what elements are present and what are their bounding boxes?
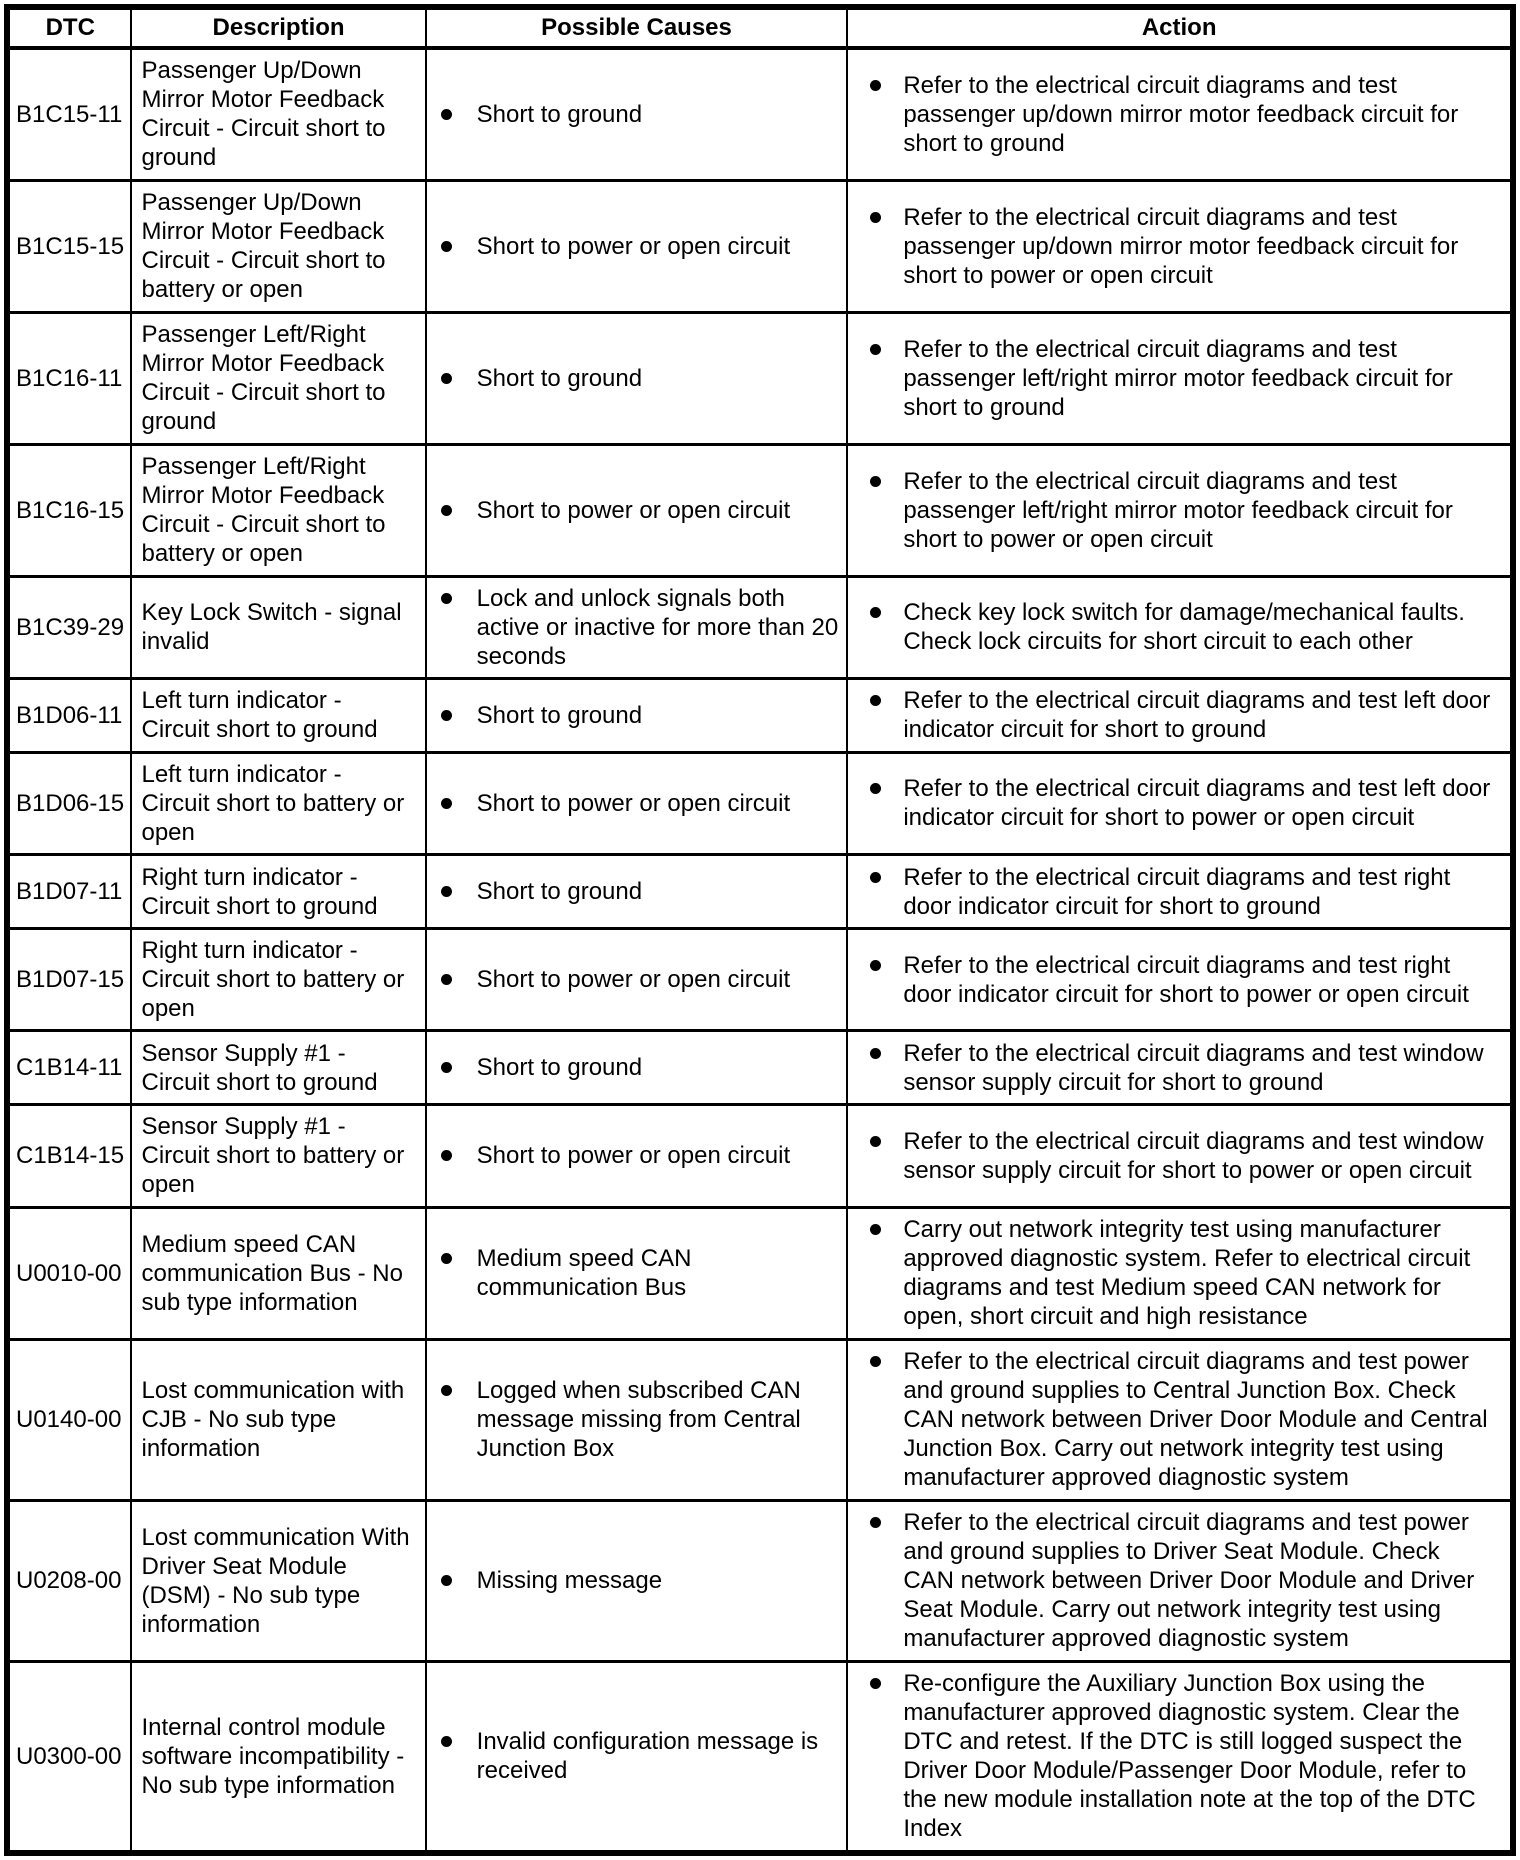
bullet-icon <box>870 783 881 794</box>
cause-text: Lock and unlock signals both active or inactive for more than 20 seconds <box>476 584 839 670</box>
possible-causes-cell <box>426 679 848 752</box>
action-item <box>870 1669 1496 1843</box>
action-cell <box>847 1339 1513 1500</box>
table-row <box>7 180 1513 312</box>
bullet-icon <box>870 212 881 223</box>
bullet-icon <box>441 1150 452 1161</box>
column-header-dtc: DTC <box>7 7 131 48</box>
dtc-table <box>4 4 1516 1856</box>
bullet-icon <box>870 960 881 971</box>
action-item <box>870 951 1496 1009</box>
possible-causes-cell <box>426 444 848 576</box>
table-row <box>7 576 1513 679</box>
action-text: Re-configure the Auxiliary Junction Box using the manufacturer approved diagnostic system. Clear the DTC and retest. If the DTC is still logged suspect the Driver Door Module/Passenger Door Module, refer to the new module installation note at the top of the DTC Index <box>903 1670 1476 1843</box>
cause-text: Short to power or open circuit <box>476 966 791 994</box>
cause-item <box>441 232 844 261</box>
dtc-code: B1C15-11 <box>7 48 131 180</box>
action-text: Refer to the electrical circuit diagrams and test passenger up/down mirror motor feedback circuit for short to power or open circuit <box>903 203 1459 289</box>
bullet-icon <box>870 80 881 91</box>
action-cell <box>847 928 1513 1031</box>
cause-item <box>441 1566 844 1595</box>
possible-causes-cell <box>426 855 848 928</box>
possible-causes-cell <box>426 1031 848 1104</box>
dtc-code: C1B14-15 <box>7 1104 131 1207</box>
action-item <box>870 1347 1496 1492</box>
action-cell <box>847 180 1513 312</box>
dtc-description: Sensor Supply #1 - Circuit short to ground <box>131 1031 425 1104</box>
cause-item <box>441 1376 844 1463</box>
cause-item <box>441 877 844 906</box>
cause-item <box>441 1727 844 1785</box>
column-header-possible-causes: Possible Causes <box>426 7 848 48</box>
bullet-icon <box>870 1517 881 1528</box>
table-row <box>7 1031 1513 1104</box>
bullet-icon <box>441 109 452 120</box>
action-text: Refer to the electrical circuit diagrams and test window sensor supply circuit for short to power or open circuit <box>903 1127 1484 1184</box>
cause-text: Short to ground <box>476 364 643 392</box>
action-item <box>870 1508 1496 1653</box>
dtc-code: B1C16-15 <box>7 444 131 576</box>
table-row <box>7 855 1513 928</box>
cause-text: Missing message <box>476 1567 663 1595</box>
dtc-table-body <box>7 48 1513 1853</box>
bullet-icon <box>441 798 452 809</box>
possible-causes-cell <box>426 752 848 855</box>
cause-text: Short to power or open circuit <box>476 1142 791 1170</box>
dtc-code: U0300-00 <box>7 1661 131 1853</box>
possible-causes-cell <box>426 1207 848 1339</box>
action-text: Check key lock switch for damage/mechanical faults. Check lock circuits for short circuit to each other <box>903 599 1465 656</box>
action-text: Refer to the electrical circuit diagrams and test passenger left/right mirror motor feedback circuit for short to ground <box>903 335 1453 421</box>
dtc-code: B1C16-11 <box>7 312 131 444</box>
action-text: Refer to the electrical circuit diagrams and test right door indicator circuit for short to power or open circuit <box>903 951 1469 1008</box>
action-cell <box>847 444 1513 576</box>
action-item <box>870 203 1496 290</box>
action-text: Refer to the electrical circuit diagrams and test passenger left/right mirror motor feedback circuit for short to power or open circuit <box>903 467 1453 553</box>
dtc-code: B1D07-15 <box>7 928 131 1031</box>
table-header-row <box>7 7 1513 48</box>
dtc-code: U0010-00 <box>7 1207 131 1339</box>
table-row <box>7 312 1513 444</box>
possible-causes-cell <box>426 48 848 180</box>
table-row <box>7 1207 1513 1339</box>
bullet-icon <box>441 373 452 384</box>
dtc-code: C1B14-11 <box>7 1031 131 1104</box>
cause-item <box>441 100 844 129</box>
action-text: Refer to the electrical circuit diagrams and test power and ground supplies to Driver Seat Module. Check CAN network between Driver Door Module and Driver Seat Module. Carry out network integrity test using manufacturer approved diagnostic system <box>903 1509 1475 1653</box>
dtc-description: Key Lock Switch - signal invalid <box>131 576 425 679</box>
cause-item <box>441 789 844 818</box>
bullet-icon <box>870 872 881 883</box>
dtc-description: Passenger Up/Down Mirror Motor Feedback Circuit - Circuit short to ground <box>131 48 425 180</box>
bullet-icon <box>441 1736 452 1747</box>
bullet-icon <box>441 886 452 897</box>
column-header-action: Action <box>847 7 1513 48</box>
cause-text: Short to power or open circuit <box>476 789 791 817</box>
table-row <box>7 752 1513 855</box>
bullet-icon <box>870 476 881 487</box>
action-text: Refer to the electrical circuit diagrams and test power and ground supplies to Central Junction Box. Check CAN network between Driver Door Module and Central Junction Box. Carry out network integrity test using manufacturer approved diagnostic system <box>903 1348 1488 1492</box>
action-cell <box>847 855 1513 928</box>
action-cell <box>847 48 1513 180</box>
bullet-icon <box>870 1678 881 1689</box>
bullet-icon <box>870 695 881 706</box>
possible-causes-cell <box>426 312 848 444</box>
dtc-code: U0208-00 <box>7 1500 131 1661</box>
dtc-code: B1D06-15 <box>7 752 131 855</box>
dtc-code: B1D07-11 <box>7 855 131 928</box>
bullet-icon <box>870 1356 881 1367</box>
bullet-icon <box>441 593 452 604</box>
action-item <box>870 1127 1496 1185</box>
action-cell <box>847 752 1513 855</box>
bullet-icon <box>870 1224 881 1235</box>
dtc-description: Lost communication With Driver Seat Module (DSM) - No sub type information <box>131 1500 425 1661</box>
bullet-icon <box>870 607 881 618</box>
dtc-description: Passenger Left/Right Mirror Motor Feedback Circuit - Circuit short to battery or open <box>131 444 425 576</box>
possible-causes-cell <box>426 180 848 312</box>
dtc-code: B1C15-15 <box>7 180 131 312</box>
dtc-description: Left turn indicator - Circuit short to battery or open <box>131 752 425 855</box>
possible-causes-cell <box>426 928 848 1031</box>
possible-causes-cell <box>426 1661 848 1853</box>
dtc-description: Right turn indicator - Circuit short to battery or open <box>131 928 425 1031</box>
cause-item <box>441 1244 844 1302</box>
possible-causes-cell <box>426 1339 848 1500</box>
action-item <box>870 598 1496 656</box>
action-item <box>870 1039 1496 1097</box>
dtc-code: U0140-00 <box>7 1339 131 1500</box>
dtc-description: Lost communication with CJB - No sub type information <box>131 1339 425 1500</box>
action-cell <box>847 576 1513 679</box>
action-item <box>870 863 1496 921</box>
bullet-icon <box>870 1048 881 1059</box>
action-item <box>870 1215 1496 1331</box>
possible-causes-cell <box>426 1104 848 1207</box>
action-text: Carry out network integrity test using manufacturer approved diagnostic system. Refer to electrical circuit diagrams and test Medium speed CAN network for open, short circuit and high resistance <box>903 1216 1471 1331</box>
bullet-icon <box>441 1062 452 1073</box>
bullet-icon <box>441 1253 452 1264</box>
cause-text: Logged when subscribed CAN message missing from Central Junction Box <box>476 1377 801 1463</box>
dtc-description: Internal control module software incompatibility - No sub type information <box>131 1661 425 1853</box>
cause-item <box>441 364 844 393</box>
action-item <box>870 467 1496 554</box>
action-text: Refer to the electrical circuit diagrams and test right door indicator circuit for short to ground <box>903 863 1451 920</box>
action-cell <box>847 1661 1513 1853</box>
bullet-icon <box>441 505 452 516</box>
bullet-icon <box>870 1136 881 1147</box>
table-row <box>7 679 1513 752</box>
table-row <box>7 1500 1513 1661</box>
bullet-icon <box>870 344 881 355</box>
column-header-description: Description <box>131 7 425 48</box>
dtc-description: Right turn indicator - Circuit short to ground <box>131 855 425 928</box>
action-item <box>870 71 1496 158</box>
action-text: Refer to the electrical circuit diagrams and test window sensor supply circuit for short to ground <box>903 1039 1484 1096</box>
dtc-description: Left turn indicator - Circuit short to ground <box>131 679 425 752</box>
action-text: Refer to the electrical circuit diagrams and test passenger up/down mirror motor feedback circuit for short to ground <box>903 71 1459 157</box>
action-item <box>870 686 1496 744</box>
table-row <box>7 1104 1513 1207</box>
cause-text: Medium speed CAN communication Bus <box>476 1245 692 1302</box>
cause-item <box>441 965 844 994</box>
cause-item <box>441 496 844 525</box>
bullet-icon <box>441 241 452 252</box>
dtc-code: B1C39-29 <box>7 576 131 679</box>
action-cell <box>847 1104 1513 1207</box>
table-row <box>7 1339 1513 1500</box>
dtc-description: Passenger Up/Down Mirror Motor Feedback Circuit - Circuit short to battery or open <box>131 180 425 312</box>
dtc-description: Passenger Left/Right Mirror Motor Feedback Circuit - Circuit short to ground <box>131 312 425 444</box>
bullet-icon <box>441 1385 452 1396</box>
table-row <box>7 48 1513 180</box>
action-cell <box>847 312 1513 444</box>
dtc-code: B1D06-11 <box>7 679 131 752</box>
action-cell <box>847 1500 1513 1661</box>
cause-text: Short to ground <box>476 878 643 906</box>
table-row <box>7 444 1513 576</box>
table-row <box>7 928 1513 1031</box>
action-item <box>870 335 1496 422</box>
action-item <box>870 774 1496 832</box>
cause-item <box>441 584 844 671</box>
possible-causes-cell <box>426 576 848 679</box>
possible-causes-cell <box>426 1500 848 1661</box>
dtc-description: Sensor Supply #1 - Circuit short to battery or open <box>131 1104 425 1207</box>
action-cell <box>847 1207 1513 1339</box>
cause-item <box>441 701 844 730</box>
table-row <box>7 1661 1513 1853</box>
cause-item <box>441 1141 844 1170</box>
cause-text: Short to ground <box>476 1054 643 1082</box>
cause-text: Short to power or open circuit <box>476 232 791 260</box>
cause-text: Short to ground <box>476 100 643 128</box>
action-cell <box>847 1031 1513 1104</box>
cause-text: Short to ground <box>476 701 643 729</box>
bullet-icon <box>441 710 452 721</box>
bullet-icon <box>441 1575 452 1586</box>
cause-text: Short to power or open circuit <box>476 496 791 524</box>
action-text: Refer to the electrical circuit diagrams and test left door indicator circuit for short to ground <box>903 687 1491 744</box>
cause-text: Invalid configuration message is received <box>476 1728 819 1785</box>
action-text: Refer to the electrical circuit diagrams and test left door indicator circuit for short to power or open circuit <box>903 775 1491 832</box>
action-cell <box>847 679 1513 752</box>
bullet-icon <box>441 974 452 985</box>
dtc-description: Medium speed CAN communication Bus - No sub type information <box>131 1207 425 1339</box>
cause-item <box>441 1053 844 1082</box>
